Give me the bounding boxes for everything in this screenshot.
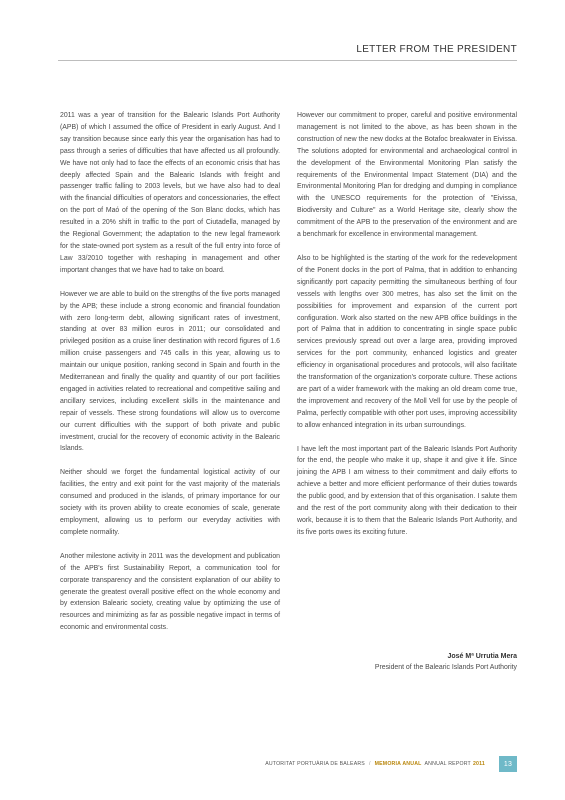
footer-report-bold: MEMORIA ANUAL — [374, 761, 422, 767]
page-number-badge: 13 — [499, 756, 517, 772]
footer-year: 2011 — [472, 761, 485, 767]
left-column — [60, 110, 280, 646]
page-footer — [265, 756, 517, 772]
paragraph: However our commitment to proper, careful and positive environmental management is not limited to the above, as has been shown in the construction of new the new docks at the Botafoc breakwater in Eivissa. The solutions adopted for environmental and archaeological control in the development of the Environmental Monitoring Plan satisfy the requirements of the Environmental Impact Statement (DIA) and the Environmental Monitoring Plan for dredging and dumping in compliance with the UNESCO requirements for the protection of "Eivissa, Biodiversity and Culture" as a World Heritage site, clearly show the commitment of the APB to the preservation of the environment and are a benchmark for excellence in environmental management. — [297, 112, 517, 239]
right-column — [297, 110, 517, 551]
paragraph: Also to be highlighted is the starting of the work for the redevelopment of the Ponent docks in the port of Palma, that in addition to enhancing significantly port capacity permitting the simultaneous berthing of four vessels with lengths over 300 metres, has also set the limit on the possibilities for improvement and expansion of the current port configuration. Work also started on the new APB office buildings in the port of Palma that in addition to concentrating in single space public services previously spread out over a large area, providing improved services for the port community, enhanced logistics and greater efficiency in organisational procedures and protocols, will also facilitate the transformation of the organization's corporate culture. These actions are part of a wider framework with the making an old dream come true, the improvement and recovery of the Moll Vell for use by the people of Palma, perfectly compatible with other port uses, improving accessibility to allow enhanced integration in its urban surroundings. — [297, 254, 517, 429]
footer-report-plain: ANNUAL REPORT — [424, 761, 471, 767]
signature-name: José Mª Urrutia Mera — [447, 653, 517, 660]
header-divider — [58, 60, 517, 61]
footer-separator: / — [368, 761, 371, 767]
paragraph: Another milestone activity in 2011 was the development and publication of the APB's first Sustainability Report, a communication tool for corporate transparency and the consistent explanation of our ability to generate the greatest overall positive effect on the whole economy and by extension Balearic society, creating value by optimizing the use of resources and minimizing as far as possible negative impact in terms of economic and environmental costs. — [60, 552, 280, 632]
signature-block — [297, 653, 517, 671]
signature-title: President of the Balearic Islands Port Authority — [374, 664, 517, 671]
paragraph: 2011 was a year of transition for the Balearic Islands Port Authority (APB) of which I assumed the office of President in early August. And I say transition because since early this year the organisation has had to pass through a series of difficulties that have affected us all profoundly. We have not only had to face the effects of an economic crisis that has deeply affected Spain and the Balearic Islands with freight and passenger traffic falling to 2003 levels, but we have also had to deal with the financial difficulties of operators and concessionaries, the effect on the port of Maó of the opening of the Son Blanc docks, which has resulted in a 20% shift in traffic to the port of Ciutadella, managed by the Regional Government; the adaptation to the new legal framework for the state-owned port system as a result of the full entry into force of Law 33/2010 together with reshaping in management and other important changes that we have had to take on board. — [60, 112, 280, 274]
paragraph: However we are able to build on the strengths of the five ports managed by the APB; these include a strong economic and financial foundation with zero long-term debt, allowing significant rates of investment, standing at over 83 million euros in 2011; our consolidated and privileged position as a cruise liner destination with record figures of 1.6 million cruise passengers and 745 calls in this year, allowing us to maintain our unique position, ranking second in Spain and fourth in the Mediterranean and finally the quality and quantity of our port facilities engaged in activities related to recreational and competitive sailing and ancillary services, including excellent skills in the maintenance and repair of vessels. These strong foundations will allow us to overcome our current difficulties with the support of both private and public investment, crucial for the recovery of economic activity in the Balearic Islands. — [60, 290, 280, 453]
paragraph: Neither should we forget the fundamental logistical activity of our facilities, the entry and exit point for the vast majority of the materials consumed and produced in the islands, of primary importance for our society with its proven ability to create economies of scale, generate employment, allowing us to perform our everyday activities with complete normality. — [60, 469, 280, 536]
page-title: LETTER FROM THE PRESIDENT — [356, 44, 517, 55]
paragraph: I have left the most important part of the Balearic Islands Port Authority for the end, the people who make it up, shape it and give it life. Since joining the APB I am witness to their commitment and daily efforts to achieve a better and more efficient performance of their duties towards the public good, and by extension that of this organisation. I salute them and the rest of the port community along with their dedication to their work, because it is to them that the Balearic Islands Port Authority, and its five ports owes its exciting future. — [297, 445, 517, 536]
footer-org: AUTORITAT PORTUÀRIA DE BALEARS — [265, 761, 365, 767]
